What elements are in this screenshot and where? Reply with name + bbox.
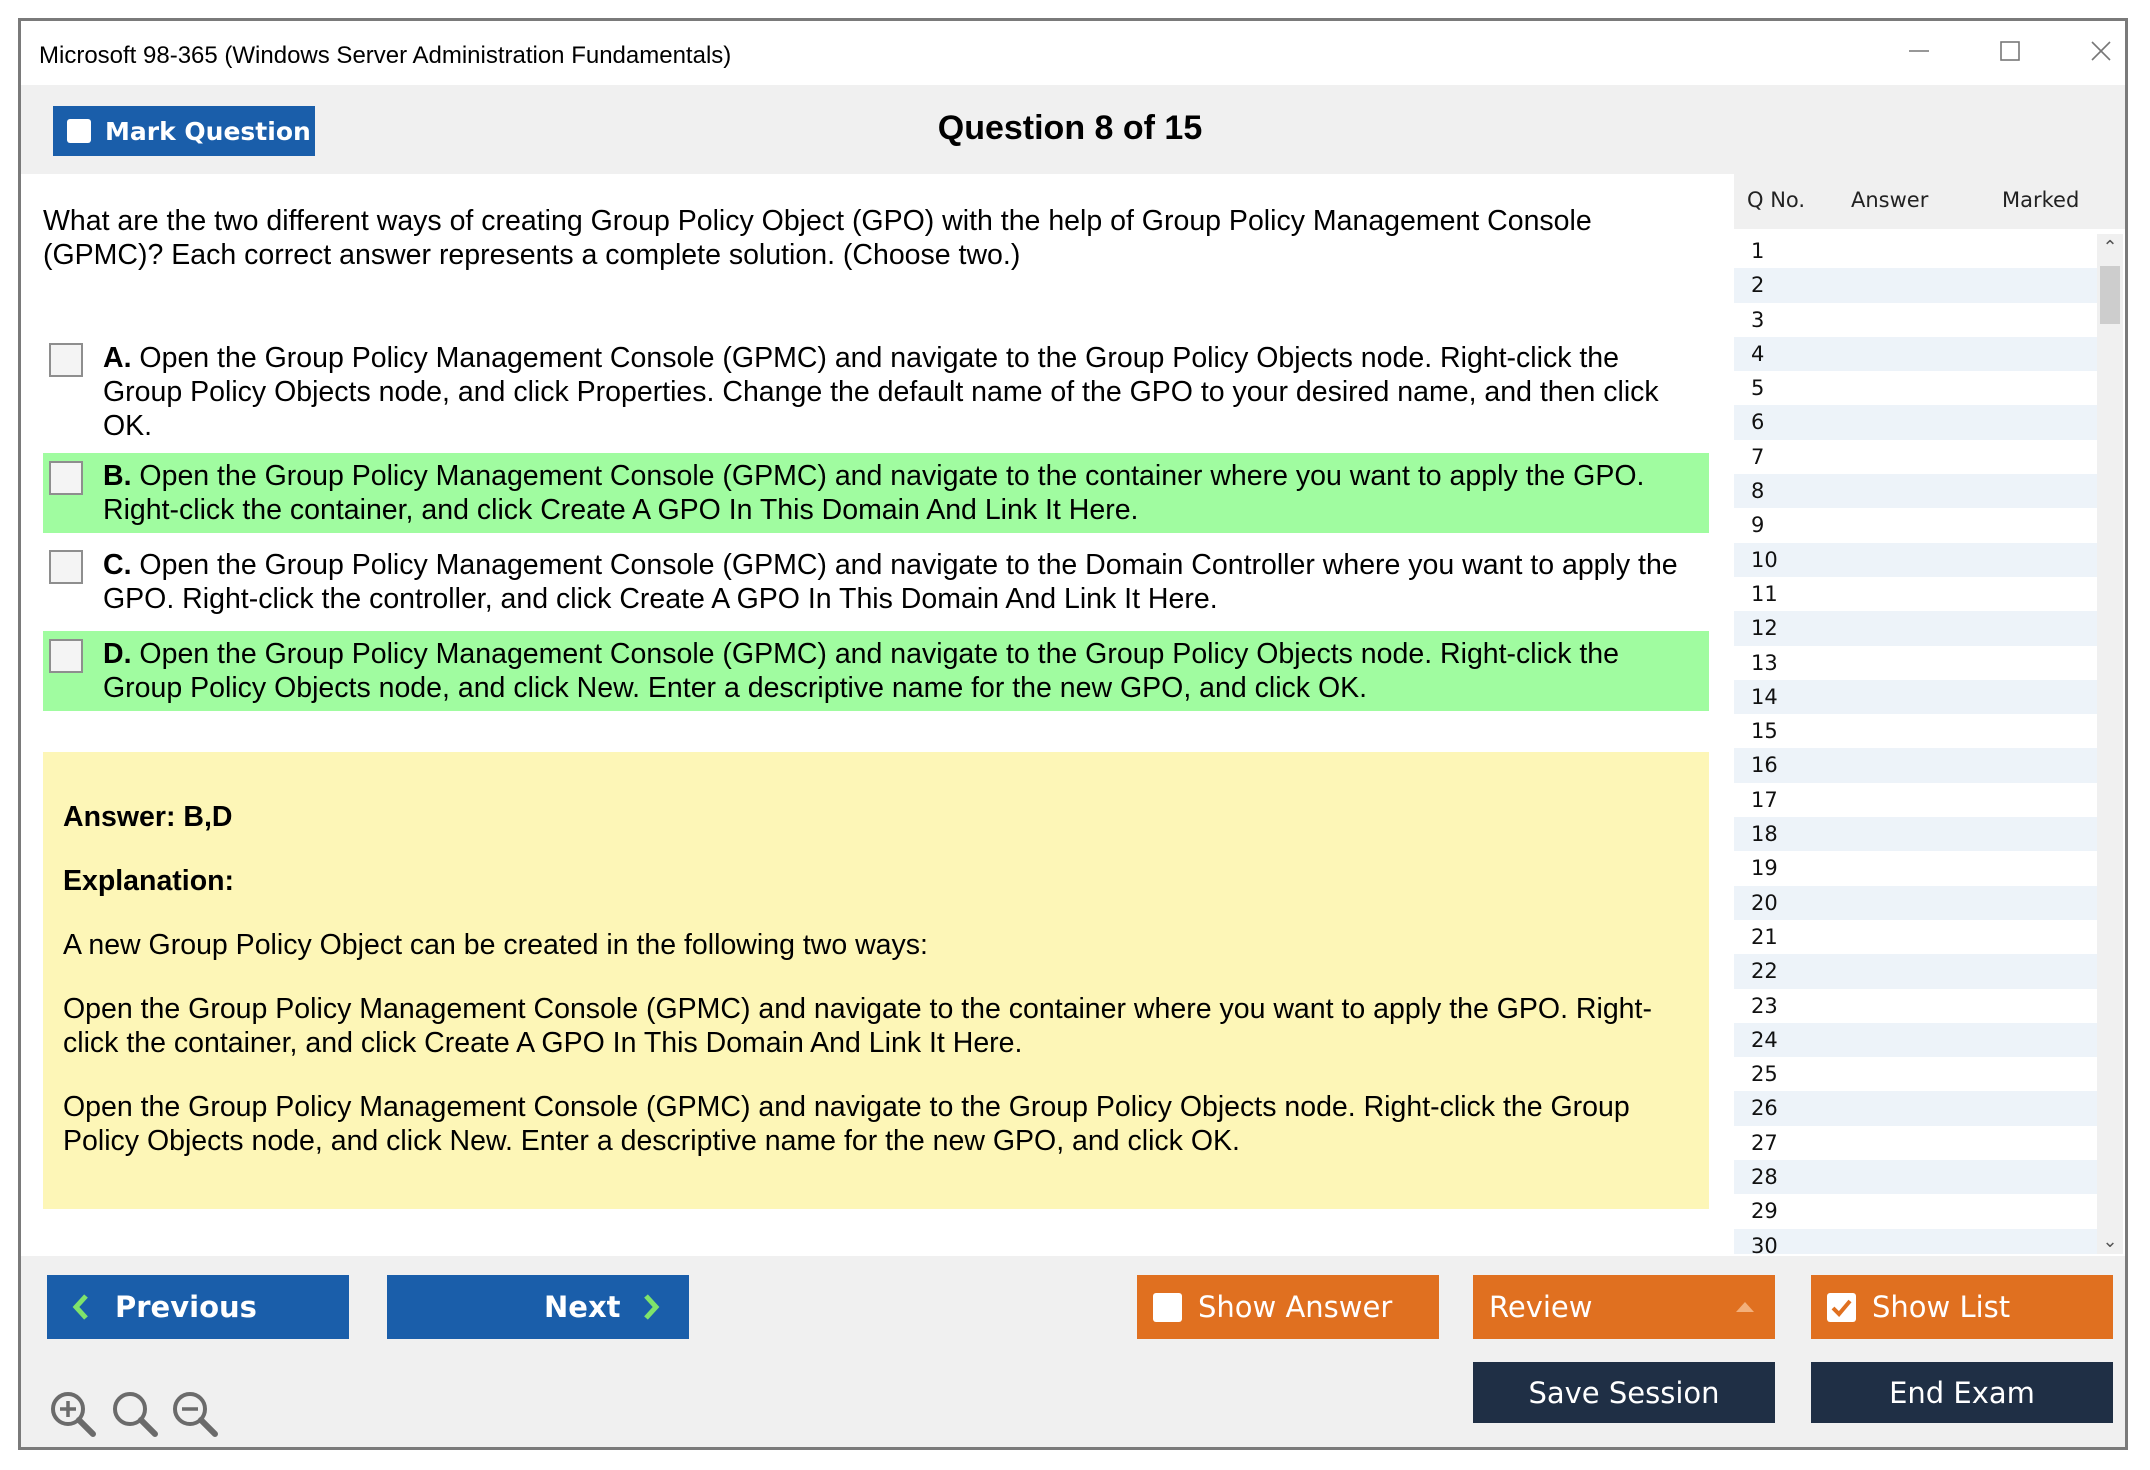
question-number: 29 <box>1751 1199 1778 1224</box>
answer-column-header[interactable]: Answer <box>1851 188 1929 212</box>
checkbox-icon <box>1153 1293 1182 1322</box>
review-dropdown-button[interactable] <box>1473 1275 1775 1339</box>
checkbox-checked-icon <box>1827 1293 1856 1322</box>
question-number: 5 <box>1751 376 1765 401</box>
qno-column-header[interactable]: Q No. <box>1747 188 1806 212</box>
question-number: 19 <box>1751 856 1778 881</box>
chevron-right-icon <box>641 1292 661 1322</box>
question-list-header <box>1734 174 2125 229</box>
question-number: 24 <box>1751 1027 1778 1052</box>
question-number: 1 <box>1751 239 1765 263</box>
question-number: 7 <box>1751 444 1765 469</box>
question-list-row[interactable] <box>1734 748 2099 782</box>
show-list-button[interactable] <box>1811 1275 2113 1339</box>
question-number: 30 <box>1751 1233 1778 1254</box>
explanation-label: Explanation: <box>63 865 235 897</box>
previous-button[interactable] <box>47 1275 349 1339</box>
question-list-row[interactable] <box>1734 1126 2099 1160</box>
end-exam-label: End Exam <box>1889 1375 2035 1410</box>
question-list-row[interactable] <box>1734 851 2099 885</box>
question-number: 20 <box>1751 890 1778 915</box>
maximize-icon[interactable] <box>1980 31 2040 71</box>
question-list-row[interactable] <box>1734 783 2099 817</box>
answer-explanation-box <box>43 752 1709 1209</box>
question-list-row[interactable] <box>1734 714 2099 748</box>
question-list-row[interactable] <box>1734 886 2099 920</box>
question-list-row[interactable] <box>1734 371 2099 405</box>
question-list-scrollbar[interactable] <box>2097 234 2123 1254</box>
question-number: 8 <box>1751 479 1765 504</box>
question-list-row[interactable] <box>1734 543 2099 577</box>
question-number: 16 <box>1751 753 1778 778</box>
question-list-row[interactable] <box>1734 1023 2099 1057</box>
question-list-row[interactable] <box>1734 1160 2099 1194</box>
question-list-panel <box>1734 174 2125 1256</box>
question-number: 9 <box>1751 513 1765 538</box>
question-number: 10 <box>1751 547 1778 572</box>
option-a[interactable] <box>43 335 1709 449</box>
previous-label: Previous <box>115 1290 257 1324</box>
option-letter: B. <box>103 460 132 492</box>
question-number: 28 <box>1751 1165 1778 1190</box>
close-icon[interactable] <box>2071 31 2128 71</box>
question-number: 23 <box>1751 993 1778 1018</box>
option-text: Open the Group Policy Management Console (GPMC) and navigate to the Domain Controller where you want to apply the GPO. Right-click the controller, and click Create A GPO In This Domain And Link It Here. <box>103 549 1678 615</box>
question-list-row[interactable] <box>1734 577 2099 611</box>
question-list-row[interactable] <box>1734 508 2099 542</box>
review-label: Review <box>1489 1290 1593 1324</box>
question-text: What are the two different ways of creating Group Policy Object (GPO) with the help of Group Policy Management Console (GPMC)? Each correct answer represents a complete solution. (Choose two.) <box>43 205 1592 271</box>
scroll-up-icon[interactable]: ⌃ <box>2102 236 2118 257</box>
end-exam-button[interactable] <box>1811 1362 2113 1423</box>
title-bar <box>21 21 2125 85</box>
next-label: Next <box>544 1290 621 1324</box>
save-session-label: Save Session <box>1528 1375 1720 1410</box>
scroll-thumb[interactable] <box>2100 266 2120 324</box>
answer-line: Answer: B,D <box>63 801 233 833</box>
question-number: 2 <box>1751 273 1765 298</box>
question-number: 4 <box>1751 341 1765 366</box>
question-list-row[interactable] <box>1734 1229 2099 1254</box>
option-d[interactable] <box>43 631 1709 711</box>
window-title: Microsoft 98-365 (Windows Server Administration Fundamentals) <box>39 42 732 69</box>
option-b-checkbox[interactable] <box>49 461 83 495</box>
chevron-left-icon <box>71 1292 91 1322</box>
explanation-paragraph: Open the Group Policy Management Console (GPMC) and navigate to the container where you want to apply the GPO. Right-click the container, and click Create A GPO In This Domain And Link It Here. <box>63 993 1652 1059</box>
option-letter: A. <box>103 342 132 374</box>
question-list-row[interactable] <box>1734 954 2099 988</box>
option-text: Open the Group Policy Management Console (GPMC) and navigate to the container where you want to apply the GPO. Right-click the container, and click Create A GPO In This Domain And Link It Here. <box>103 460 1645 526</box>
question-list-row[interactable] <box>1734 1194 2099 1228</box>
next-button[interactable] <box>387 1275 689 1339</box>
show-answer-label: Show Answer <box>1198 1290 1393 1324</box>
zoom-reset-icon[interactable] <box>109 1388 161 1440</box>
scroll-down-icon[interactable]: ⌄ <box>2102 1230 2118 1251</box>
option-d-checkbox[interactable] <box>49 639 83 673</box>
question-list-row[interactable] <box>1734 817 2099 851</box>
option-text: Open the Group Policy Management Console (GPMC) and navigate to the Group Policy Objects node. Right-click the Group Policy Objects node, and click Properties. Change the default name of the GPO to your desired name, and then click OK. <box>103 342 1659 442</box>
question-number: 15 <box>1751 719 1778 744</box>
question-list-row[interactable] <box>1734 920 2099 954</box>
mark-question-label: Mark Question <box>105 116 311 146</box>
minimize-icon[interactable] <box>1889 31 1949 71</box>
question-list-row[interactable] <box>1734 646 2099 680</box>
option-c[interactable] <box>43 542 1709 622</box>
question-list-row[interactable] <box>1734 234 2099 268</box>
question-list-row[interactable] <box>1734 1091 2099 1125</box>
question-list-row[interactable] <box>1734 303 2099 337</box>
question-list-row[interactable] <box>1734 989 2099 1023</box>
option-b[interactable] <box>43 453 1709 533</box>
question-list-row[interactable] <box>1734 337 2099 371</box>
question-number: 17 <box>1751 787 1778 812</box>
marked-column-header[interactable]: Marked <box>2002 188 2080 212</box>
question-list-rows <box>1734 234 2099 1254</box>
question-number: 14 <box>1751 684 1778 709</box>
question-list-row[interactable] <box>1734 405 2099 439</box>
option-letter: C. <box>103 549 132 581</box>
show-answer-button[interactable] <box>1137 1275 1439 1339</box>
question-number: 11 <box>1751 581 1778 606</box>
question-number: 22 <box>1751 959 1778 984</box>
option-letter: D. <box>103 638 132 670</box>
footer-toolbar <box>21 1256 2125 1450</box>
question-number: 27 <box>1751 1130 1778 1155</box>
question-number: 25 <box>1751 1062 1778 1087</box>
question-list-row[interactable] <box>1734 611 2099 645</box>
question-pane <box>21 174 1734 1256</box>
zoom-in-icon[interactable] <box>47 1388 99 1440</box>
option-a-checkbox[interactable] <box>49 343 83 377</box>
explanation-paragraph: A new Group Policy Object can be created in the following two ways: <box>63 929 928 961</box>
question-header <box>21 85 2125 174</box>
option-text: Open the Group Policy Management Console (GPMC) and navigate to the Group Policy Objects node. Right-click the Group Policy Objects node, and click New. Enter a descriptive name for the new GPO, and click OK. <box>103 638 1620 704</box>
question-list-row[interactable] <box>1734 268 2099 302</box>
question-list-row[interactable] <box>1734 474 2099 508</box>
app-window <box>18 18 2128 1450</box>
save-session-button[interactable] <box>1473 1362 1775 1423</box>
zoom-out-icon[interactable] <box>169 1388 221 1440</box>
question-number: 13 <box>1751 650 1778 675</box>
question-number: 26 <box>1751 1096 1778 1121</box>
question-number: 12 <box>1751 616 1778 641</box>
question-number: 21 <box>1751 924 1778 949</box>
question-list-row[interactable] <box>1734 1057 2099 1091</box>
show-list-label: Show List <box>1872 1290 2011 1324</box>
question-number: 3 <box>1751 307 1765 332</box>
question-number: 18 <box>1751 822 1778 847</box>
question-number: 6 <box>1751 410 1765 435</box>
option-c-checkbox[interactable] <box>49 550 83 584</box>
question-list-row[interactable] <box>1734 680 2099 714</box>
question-list-row[interactable] <box>1734 440 2099 474</box>
caret-up-icon <box>1735 1300 1755 1314</box>
explanation-paragraph: Open the Group Policy Management Console (GPMC) and navigate to the Group Policy Objects node. Right-click the Group Policy Objects node, and click New. Enter a descriptive name for the new GPO, and click OK. <box>63 1091 1630 1157</box>
question-title <box>21 109 2125 148</box>
question-title-text: Question 8 of 15 <box>937 109 1203 147</box>
